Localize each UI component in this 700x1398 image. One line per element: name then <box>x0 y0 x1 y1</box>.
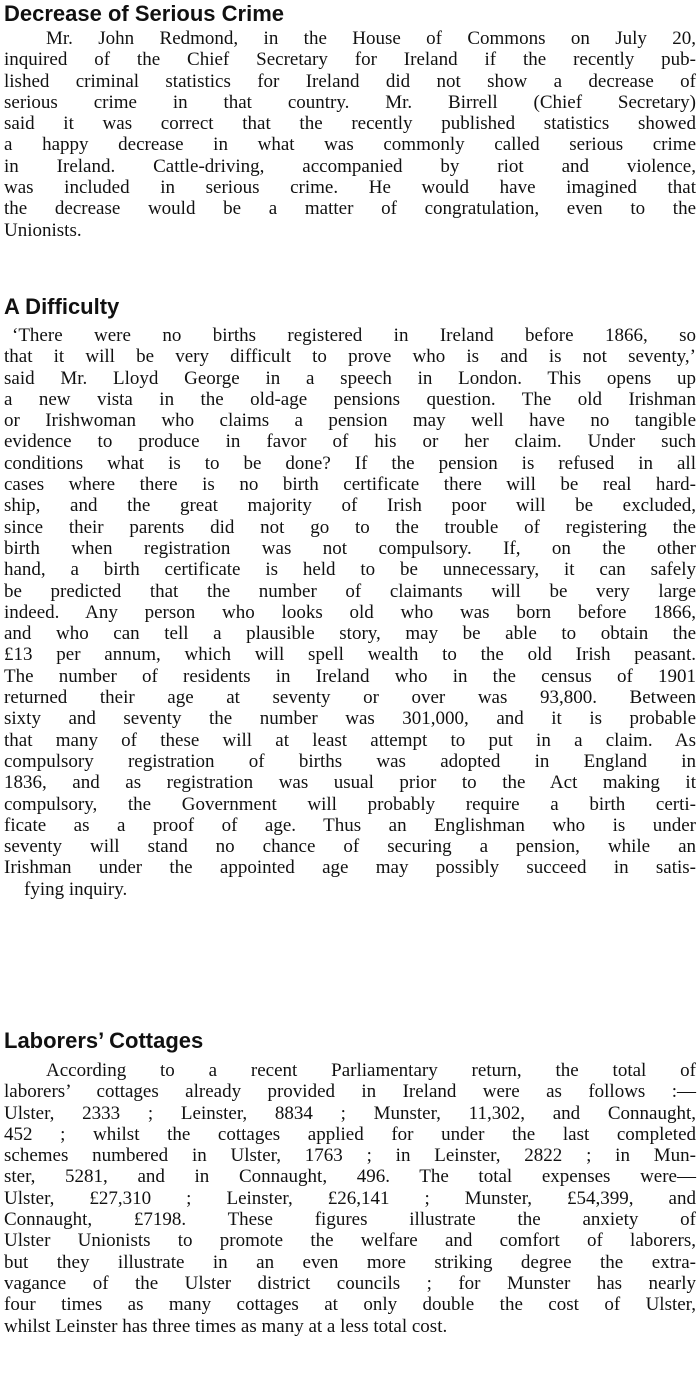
text-line: said Mr. Lloyd George in a speech in London. This opens up <box>4 367 696 389</box>
text-line: the decrease would be a matter of congratulation, even to the <box>4 198 696 220</box>
text-line: laborers’ cottages already provided in Ireland were as follows :— <box>4 1081 696 1103</box>
text-line: compulsory registration of births was adopted in England in <box>4 750 696 772</box>
text-line: serious crime in that country. Mr. Birrell (Chief Secretary) <box>4 91 696 113</box>
text-line: a new vista in the old-age pensions question. The old Irishman <box>4 388 696 410</box>
text-line: ship, and the great majority of Irish poor will be excluded, <box>4 495 696 517</box>
text-line: indeed. Any person who looks old who was born before 1866, <box>4 601 696 623</box>
text-line: conditions what is to be done? If the pension is refused in all <box>4 452 696 474</box>
text-line: Irishman under the appointed age may possibly succeed in satis- <box>4 857 696 879</box>
text-line: Unionists. <box>4 219 82 241</box>
text-line: four times as many cottages at only double the cost of Ulster, <box>4 1294 696 1316</box>
text-line: Ulster Unionists to promote the welfare and comfort of laborers, <box>4 1230 696 1252</box>
article-body <box>4 28 696 241</box>
text-line: According to a recent Parliamentary return, the total of <box>46 1060 696 1081</box>
text-line: and who can tell a plausible story, may be able to obtain the <box>4 623 696 645</box>
text-line: 1836, and as registration was usual prior to the Act making it <box>4 772 696 794</box>
text-line: a happy decrease in what was commonly called serious crime <box>4 134 696 156</box>
text-line: Connaught, £7198. These figures illustrate the anxiety of <box>4 1209 696 1231</box>
article-heading: Decrease of Serious Crime <box>4 1 285 26</box>
text-line: schemes numbered in Ulster, 1763 ; in Leinster, 2822 ; in Mun- <box>4 1145 696 1167</box>
text-line: or Irishwoman who claims a pension may well have no tangible <box>4 410 696 432</box>
text-line: in Ireland. Cattle-driving, accompanied by riot and violence, <box>4 155 696 177</box>
text-line: but they illustrate in an even more striking degree the extra- <box>4 1251 696 1273</box>
text-line: ster, 5281, and in Connaught, 496. The total expenses were— <box>4 1166 696 1188</box>
text-line: Ulster, 2333 ; Leinster, 8834 ; Munster, 11,302, and Connaught, <box>4 1102 696 1124</box>
text-line: 452 ; whilst the cottages applied for under the last completed <box>4 1123 696 1145</box>
text-line: Ulster, £27,310 ; Leinster, £26,141 ; Munster, £54,399, and <box>4 1187 696 1209</box>
text-line: ‘There were no births registered in Ireland before 1866, so <box>12 325 696 346</box>
text-line: £13 per annum, which will spell wealth to the old Irish peasant. <box>4 644 696 666</box>
article-body <box>4 1060 696 1337</box>
text-line: Mr. John Redmond, in the House of Commons on July 20, <box>46 28 696 49</box>
article-decrease-of-serious-crime <box>4 0 696 241</box>
text-line: said it was correct that the recently published statistics showed <box>4 113 696 135</box>
text-line: The number of residents in Ireland who in the census of 1901 <box>4 665 696 687</box>
article-heading: Laborers’ Cottages <box>4 1028 204 1053</box>
text-line: vagance of the Ulster district councils ; for Munster has nearly <box>4 1272 696 1294</box>
text-line: evidence to produce in favor of his or her claim. Under such <box>4 431 696 453</box>
text-line: ficate as a proof of age. Thus an Englishman who is under <box>4 814 696 836</box>
text-line: hand, a birth certificate is held to be unnecessary, it can safely <box>4 559 696 581</box>
article-heading: A Difficulty <box>4 294 120 319</box>
text-line: since their parents did not go to the trouble of registering the <box>4 516 696 538</box>
text-line: returned their age at seventy or over was 93,800. Between <box>4 687 696 709</box>
text-line: be predicted that the number of claimants will be very large <box>4 580 696 602</box>
text-line: that it will be very difficult to prove who is and is not seventy,’ <box>4 346 696 368</box>
text-line: was included in serious crime. He would have imagined that <box>4 177 696 199</box>
text-line: compulsory, the Government will probably require a birth certi- <box>4 793 696 815</box>
text-line: cases where there is no birth certificate there will be real hard- <box>4 474 696 496</box>
article-body <box>4 325 696 900</box>
text-line: sixty and seventy the number was 301,000, and it is probable <box>4 708 696 730</box>
text-line: that many of these will at least attempt to put in a claim. As <box>4 729 696 751</box>
article-a-difficulty <box>4 294 696 900</box>
text-line: fying inquiry. <box>24 878 128 900</box>
text-line: birth when registration was not compulsory. If, on the other <box>4 537 696 559</box>
text-line: whilst Leinster has three times as many at a less total cost. <box>4 1315 448 1337</box>
text-line: lished criminal statistics for Ireland did not show a decrease of <box>4 70 696 92</box>
text-line: inquired of the Chief Secretary for Ireland if the recently pub- <box>4 49 696 71</box>
text-line: seventy will stand no chance of securing a pension, while an <box>4 836 696 858</box>
article-laborers-cottages <box>4 1028 696 1337</box>
